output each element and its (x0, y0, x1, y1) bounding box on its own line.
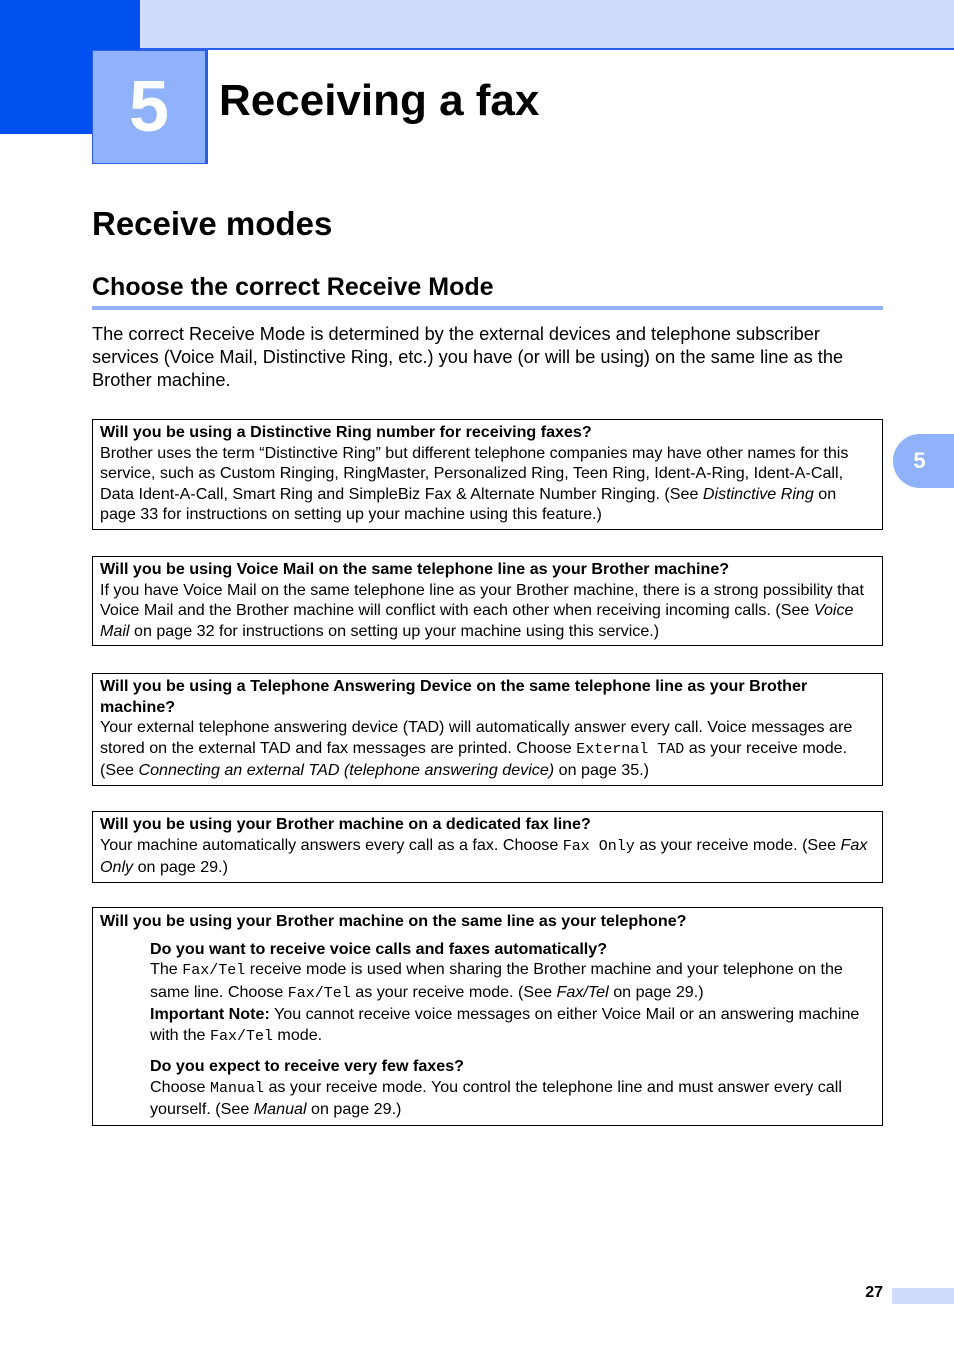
mode-name: External TAD (576, 740, 685, 758)
body-text: Your machine automatically answers every call as a fax. Choose (100, 835, 563, 854)
page-reference[interactable]: Distinctive Ring (702, 484, 814, 503)
distinctive-ring-box (92, 419, 883, 530)
body-text: as your receive mode. You control the telephone line and must answer every call yourself. (See (150, 1077, 842, 1118)
body-text: on page 33 for instructions on setting up your machine using this feature.) (100, 484, 837, 523)
page-reference[interactable]: Fax Only (100, 835, 868, 876)
voice-mail-box (92, 556, 883, 646)
sub-question-auto (150, 939, 875, 1048)
body-text: Choose (150, 1077, 210, 1096)
box-question: Will you be using your Brother machine on the same line as your telephone? (100, 912, 687, 930)
body-text: receive mode is used when sharing the Brother machine and your telephone on the same line. Choose (150, 960, 843, 1001)
body-text: on page 29.) (306, 1100, 402, 1118)
box-body (100, 717, 875, 781)
subsection-rule (92, 306, 883, 310)
chapter-number: 5 (128, 67, 170, 147)
page-reference[interactable]: Fax/Tel (556, 982, 609, 1001)
intro-paragraph: The correct Receive Mode is determined by the external devices and telephone subscriber services (Voice Mail, Distinctive Ring, etc.) you have (or will be using) on the same line as the Brother machine. (92, 324, 844, 390)
box-question: Will you be using a Telephone Answering Device on the same telephone line as your Brother machine? (100, 677, 808, 716)
body-text: Your external telephone answering device (TAD) will automatically answer every call. Voice messages are stored on the external TAD and fax messages are printed. Choose (100, 718, 853, 757)
tad-box (92, 673, 883, 786)
sub-body (150, 1077, 875, 1120)
sub-question-few-faxes (150, 1056, 875, 1120)
mode-name: Manual (209, 1079, 264, 1097)
box-body (100, 835, 875, 878)
sub-body (150, 959, 875, 1004)
box-question: Will you be using your Brother machine on a dedicated fax line? (100, 815, 591, 833)
page-reference[interactable]: Connecting an external TAD (telephone answering device) (138, 761, 555, 779)
body-text: mode. (272, 1025, 323, 1044)
subsection-heading: Choose the correct Receive Mode (92, 273, 494, 301)
chapter-number-box (92, 50, 206, 164)
chapter-divider (206, 50, 208, 164)
note-label: Important Note: (150, 1005, 270, 1023)
footer-bar (892, 1288, 954, 1304)
page-number: 27 (865, 1284, 883, 1301)
side-tab-number: 5 (913, 448, 926, 473)
body-text: Brother uses the term “Distinctive Ring” but different telephone companies may have other names for this service, such as Custom Ringing, RingMaster, Personalized Ring, Teen Ring, Ident-A-Ring, Ident-A-Call, Data Ident-A-Call, Smart Ring and SimpleBiz Fax & Alternate Number Ringing. (See (100, 443, 849, 503)
body-text: as your receive mode. (See (350, 982, 557, 1001)
body-text: on page 35.) (554, 761, 650, 779)
mode-name: Fax Only (562, 837, 635, 855)
body-text: on page 32 for instructions on setting up your machine using this service.) (129, 621, 660, 640)
mode-name: Fax/Tel (182, 962, 246, 979)
chapter-side-tab[interactable] (893, 434, 954, 488)
sub-question: Do you want to receive voice calls and faxes automatically? (150, 939, 608, 958)
header-rule (140, 48, 954, 50)
body-text: You cannot receive voice messages on either Voice Mail or an answering machine with the (150, 1005, 860, 1044)
page-reference[interactable]: Manual (253, 1100, 307, 1118)
mode-name: Fax/Tel (287, 984, 351, 1002)
body-text: as your receive mode. (See (634, 835, 841, 854)
shared-line-box (92, 907, 883, 1126)
dedicated-fax-box (92, 811, 883, 883)
sub-question: Do you expect to receive very few faxes? (150, 1057, 464, 1075)
body-text: on page 29.) (133, 858, 228, 876)
section-heading: Receive modes (92, 205, 333, 242)
box-question: Will you be using a Distinctive Ring number for receiving faxes? (100, 423, 592, 441)
box-question: Will you be using Voice Mail on the same telephone line as your Brother machine? (100, 560, 730, 578)
body-text: The (150, 960, 183, 978)
body-text: If you have Voice Mail on the same telephone line as your Brother machine, there is a strong possibility that Voice Mail and the Brother machine will conflict with each other when receiving incoming calls. (See (100, 580, 864, 619)
body-text: as your receive mode. (See (100, 738, 848, 779)
body-text: on page 29.) (608, 982, 704, 1001)
box-body (100, 580, 875, 642)
mode-name: Fax/Tel (209, 1027, 273, 1045)
page-reference[interactable]: Voice Mail (100, 601, 854, 640)
top-header-band (0, 0, 954, 50)
chapter-title: Receiving a fax (219, 76, 540, 125)
box-body (100, 443, 875, 525)
important-note (150, 1004, 875, 1047)
